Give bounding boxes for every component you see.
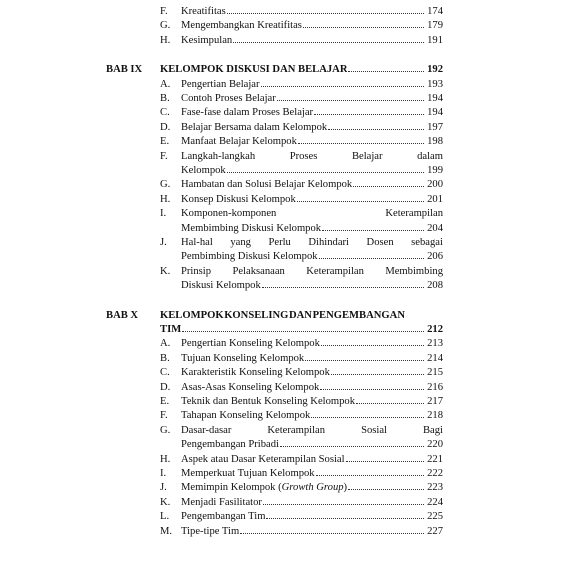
chapter-title: TIM xyxy=(160,324,182,335)
page-number: 217 xyxy=(427,396,443,407)
toc-entry xyxy=(181,250,443,263)
dot-leader xyxy=(305,360,424,361)
entry-word: sebagai xyxy=(411,237,443,248)
toc-line xyxy=(0,164,565,177)
entry-word: Prinsip xyxy=(181,265,212,277)
dot-leader xyxy=(297,201,424,202)
entry-word: dalam xyxy=(417,150,443,162)
entry-title: Membimbing Diskusi Kelompok xyxy=(181,222,322,234)
toc-entry xyxy=(181,453,443,466)
toc-line xyxy=(0,438,565,451)
entry-word: Dasar-dasar xyxy=(181,424,232,436)
dot-leader xyxy=(328,129,424,130)
entry-word: Dosen xyxy=(366,237,394,248)
entry-letter: M. xyxy=(160,525,173,537)
dot-leader xyxy=(314,114,424,115)
page-number: 222 xyxy=(427,468,443,479)
toc-line xyxy=(0,453,565,466)
toc-entry xyxy=(181,438,443,451)
entry-word: Proses xyxy=(289,150,318,162)
entry-letter: G. xyxy=(160,179,171,191)
toc-line xyxy=(0,63,565,76)
dot-leader xyxy=(320,389,424,390)
dot-leader xyxy=(356,403,424,404)
entry-letter: E. xyxy=(160,396,170,407)
entry-word: Keterampilan xyxy=(267,424,326,436)
entry-letter: B. xyxy=(160,352,170,364)
toc-entry xyxy=(181,481,443,494)
toc-entry xyxy=(181,178,443,191)
toc-entry xyxy=(181,510,443,523)
chapter-number: BAB IX xyxy=(106,64,143,76)
toc-entry xyxy=(181,279,443,292)
toc-line xyxy=(0,424,565,437)
entry-letter: F. xyxy=(160,410,168,422)
entry-title: Menjadi Fasilitator xyxy=(181,496,262,508)
chapter-entry xyxy=(160,63,443,76)
page-number: 216 xyxy=(427,381,443,393)
dot-leader xyxy=(280,446,424,447)
entry-title: Kreatifitas xyxy=(181,6,226,17)
entry-word: Komponen-komponen xyxy=(181,208,277,220)
dot-leader xyxy=(321,345,424,346)
dot-leader xyxy=(331,374,424,375)
entry-title: Manfaat Belajar Kelompok xyxy=(181,136,297,148)
entry-title: Pembimbing Diskusi Kelompok xyxy=(181,251,318,263)
entry-letter: I. xyxy=(160,468,167,479)
page-number: 199 xyxy=(427,165,443,176)
entry-title: Memimpin Kelompok (Growth Group) xyxy=(181,482,348,494)
dot-leader xyxy=(182,331,424,332)
toc-line xyxy=(0,467,565,480)
entry-letter: C. xyxy=(160,367,170,379)
entry-title: Belajar Bersama dalam Kelompok xyxy=(181,121,328,133)
dot-leader xyxy=(348,71,424,72)
toc-entry xyxy=(181,381,443,394)
entry-title: Diskusi Kelompok xyxy=(181,280,261,292)
entry-title: Tahapan Konseling Kelompok xyxy=(181,410,311,422)
dot-leader xyxy=(298,143,424,144)
toc-entry xyxy=(181,121,443,134)
entry-word: Dihindari xyxy=(308,237,349,248)
toc-entry xyxy=(181,106,443,119)
entry-title: Hambatan dan Solusi Belajar Kelompok xyxy=(181,179,353,191)
toc-line xyxy=(0,409,565,422)
entry-title: Aspek atau Dasar Keterampilan Sosial xyxy=(181,453,345,465)
entry-title: Teknik dan Bentuk Konseling Kelompok xyxy=(181,396,356,407)
page-number: 191 xyxy=(427,34,443,46)
chapter-word: DAN xyxy=(288,309,312,321)
entry-title: Mengembangkan Kreatifitas xyxy=(181,20,302,32)
toc-line xyxy=(0,222,565,235)
toc-entry xyxy=(181,135,443,148)
toc-line xyxy=(0,207,565,220)
toc-line xyxy=(0,19,565,32)
entry-word: Belajar xyxy=(351,150,383,162)
entry-letter: G. xyxy=(160,424,171,436)
chapter-word: KELOMPOK xyxy=(160,309,224,321)
toc-line xyxy=(0,279,565,292)
page-number: 213 xyxy=(427,338,443,350)
toc-entry xyxy=(181,366,443,379)
dot-leader xyxy=(348,489,424,490)
entry-title: Pengertian Belajar xyxy=(181,78,260,90)
toc-entry xyxy=(181,395,443,408)
entry-letter: H. xyxy=(160,193,171,205)
entry-letter: J. xyxy=(160,237,167,248)
toc-line xyxy=(0,525,565,538)
entry-title-italic: Growth Group xyxy=(281,482,344,494)
page-number: 179 xyxy=(427,20,443,32)
page-number: 174 xyxy=(427,6,443,17)
toc-line xyxy=(0,510,565,523)
toc-line xyxy=(0,34,565,47)
toc-line xyxy=(0,265,565,278)
toc-line xyxy=(0,481,565,494)
entry-word: Hal-hal xyxy=(181,237,213,248)
toc-entry xyxy=(181,34,443,47)
page-number: 225 xyxy=(427,511,443,523)
chapter-entry xyxy=(160,323,443,336)
dot-leader xyxy=(263,504,424,505)
entry-title-justified xyxy=(181,265,443,278)
toc-line xyxy=(0,5,565,18)
toc-line xyxy=(0,193,565,206)
toc-line xyxy=(0,121,565,134)
toc-line xyxy=(0,150,565,163)
entry-word: Pelaksanaan xyxy=(232,265,285,277)
toc-entry xyxy=(181,19,443,32)
entry-title-suffix: ) xyxy=(343,482,348,494)
page-number: 227 xyxy=(427,525,443,537)
toc-entry xyxy=(181,78,443,91)
dot-leader xyxy=(240,533,424,534)
toc-entry xyxy=(181,5,443,18)
page-number: 214 xyxy=(427,352,443,364)
entry-title: Kelompok xyxy=(181,165,226,176)
page-number: 218 xyxy=(427,410,443,422)
toc-line xyxy=(0,323,565,336)
entry-letter: C. xyxy=(160,107,170,119)
toc-entry xyxy=(181,409,443,422)
dot-leader xyxy=(316,475,424,476)
dot-leader xyxy=(319,258,424,259)
toc-line xyxy=(0,337,565,350)
entry-title: Konsep Diskusi Kelompok xyxy=(181,193,296,205)
toc-line xyxy=(0,92,565,105)
dot-leader xyxy=(353,186,424,187)
entry-title: Memperkuat Tujuan Kelompok xyxy=(181,468,315,479)
dot-leader xyxy=(311,417,424,418)
toc-line xyxy=(0,236,565,249)
entry-letter: B. xyxy=(160,93,170,104)
toc-entry xyxy=(181,337,443,350)
toc-line xyxy=(0,250,565,263)
page-number: 200 xyxy=(427,179,443,191)
entry-word: Keterampilan xyxy=(385,208,443,220)
entry-letter: D. xyxy=(160,381,171,393)
entry-title: Tujuan Konseling Kelompok xyxy=(181,352,305,364)
entry-letter: H. xyxy=(160,453,171,465)
entry-letter: E. xyxy=(160,136,170,148)
page-number: 197 xyxy=(427,121,443,133)
page-number: 206 xyxy=(427,251,443,263)
entry-letter: D. xyxy=(160,121,171,133)
dot-leader xyxy=(277,100,424,101)
entry-title: Kesimpulan xyxy=(181,34,233,46)
entry-word: Membimbing xyxy=(385,265,443,277)
toc-line xyxy=(0,395,565,408)
entry-title-justified xyxy=(181,207,443,220)
chapter-number: BAB X xyxy=(106,309,139,321)
page-number: 194 xyxy=(427,93,443,104)
entry-title: Contoh Proses Belajar xyxy=(181,93,276,104)
dot-leader xyxy=(322,230,424,231)
entry-letter: J. xyxy=(160,482,167,494)
entry-letter: L. xyxy=(160,511,170,523)
toc-entry xyxy=(181,467,443,480)
entry-letter: K. xyxy=(160,496,171,508)
toc-line xyxy=(0,309,565,322)
entry-letter: H. xyxy=(160,34,171,46)
toc-line xyxy=(0,352,565,365)
page-number: 204 xyxy=(427,222,443,234)
entry-letter: G. xyxy=(160,20,171,32)
toc-line xyxy=(0,78,565,91)
entry-word: Perlu xyxy=(268,237,291,248)
toc-entry xyxy=(181,496,443,509)
entry-letter: F. xyxy=(160,150,168,162)
chapter-title: KELOMPOK DISKUSI DAN BELAJAR xyxy=(160,64,348,76)
page-number: 194 xyxy=(427,107,443,119)
page-number: 208 xyxy=(427,280,443,292)
page-number: 201 xyxy=(427,193,443,205)
page-number: 198 xyxy=(427,136,443,148)
entry-title: Pengertian Konseling Kelompok xyxy=(181,338,320,350)
toc-line xyxy=(0,381,565,394)
toc-line xyxy=(0,366,565,379)
entry-title-justified xyxy=(181,424,443,437)
entry-letter: A. xyxy=(160,78,171,90)
entry-title-justified xyxy=(181,236,443,249)
entry-word: yang xyxy=(230,237,251,248)
dot-leader xyxy=(266,518,424,519)
toc-line xyxy=(0,106,565,119)
entry-letter: K. xyxy=(160,265,171,277)
dot-leader xyxy=(227,13,424,14)
entry-title: Tipe-tipe Tim xyxy=(181,525,240,537)
page-number: 221 xyxy=(427,453,443,465)
toc-entry xyxy=(181,193,443,206)
entry-letter: F. xyxy=(160,6,168,17)
entry-title: Fase-fase dalam Proses Belajar xyxy=(181,107,314,119)
toc-line xyxy=(0,178,565,191)
dot-leader xyxy=(233,42,424,43)
entry-word: Sosial xyxy=(361,424,387,436)
toc-entry xyxy=(181,92,443,105)
dot-leader xyxy=(346,461,424,462)
dot-leader xyxy=(303,27,424,28)
entry-word: Bagi xyxy=(422,424,443,436)
entry-title: Pengembangan Pribadi xyxy=(181,439,279,451)
dot-leader xyxy=(262,287,424,288)
entry-title-justified xyxy=(181,150,443,163)
toc-entry xyxy=(181,352,443,365)
page-number: 224 xyxy=(427,496,443,508)
chapter-word: PENGEMBANGAN xyxy=(312,309,405,321)
dot-leader xyxy=(227,172,424,173)
page-number: 192 xyxy=(427,64,443,76)
dot-leader xyxy=(261,86,424,87)
entry-letter: I. xyxy=(160,208,167,220)
chapter-word: KONSELING xyxy=(224,309,289,321)
toc-line xyxy=(0,496,565,509)
entry-title: Pengembangan Tim xyxy=(181,511,266,523)
toc-entry xyxy=(181,222,443,235)
entry-word: Keterampilan xyxy=(306,265,364,277)
page-number: 193 xyxy=(427,78,443,90)
page-number: 212 xyxy=(427,324,443,335)
page-number: 220 xyxy=(427,439,443,451)
entry-title: Karakteristik Konseling Kelompok xyxy=(181,367,330,379)
entry-letter: A. xyxy=(160,338,171,350)
chapter-title-justified xyxy=(160,309,405,322)
toc-entry xyxy=(181,525,443,538)
page-number: 223 xyxy=(427,482,443,494)
toc-line xyxy=(0,135,565,148)
entry-title: Asas-Asas Konseling Kelompok xyxy=(181,381,320,393)
entry-word: Langkah-langkah xyxy=(181,150,256,162)
page-number: 215 xyxy=(427,367,443,379)
toc-entry xyxy=(181,164,443,177)
